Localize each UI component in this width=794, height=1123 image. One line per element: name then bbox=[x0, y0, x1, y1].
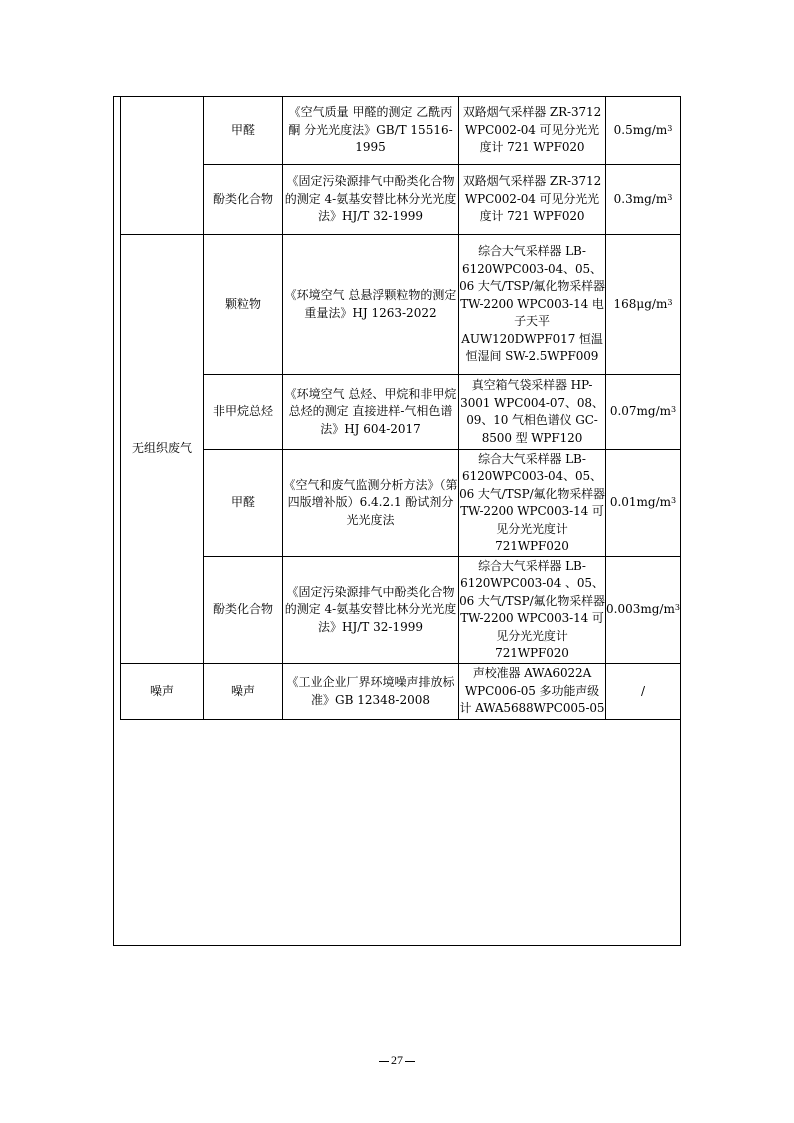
limit-cell bbox=[606, 165, 681, 235]
limit-cell bbox=[606, 450, 681, 557]
method-cell: 《工业企业厂界环境噪声排放标 准》GB 12348-2008 bbox=[283, 664, 459, 720]
category-cell: 噪声 bbox=[121, 664, 204, 720]
table-row bbox=[121, 664, 681, 720]
limit-value: 0.07mg/m bbox=[609, 404, 672, 419]
limit-value: 0.003mg/m bbox=[606, 602, 675, 617]
page-number bbox=[0, 1053, 794, 1068]
method-cell: 《固定污染源排气中酚类化合物的测定 4-氨基安替比林分光光度法》HJ/T 32-1999 bbox=[283, 557, 459, 664]
limit-unit-sup: 3 bbox=[671, 405, 677, 415]
limit-unit-sup: 3 bbox=[667, 192, 673, 202]
limit-value: 0.01mg/m bbox=[609, 495, 672, 510]
equipment-cell: 综合大气采样器 LB-6120WPC003-04、05、06 大气/TSP/氟化物采样器 TW-2200 WPC003-14 可见分光光度计 721WPF020 bbox=[459, 450, 606, 557]
limit-value: 0.5mg/m bbox=[613, 122, 668, 137]
equipment-cell: 综合大气采样器 LB-6120WPC003-04 、05、06 大气/TSP/氟化物采样器 TW-2200 WPC003-14 可见分光光度计 721WPF020 bbox=[459, 557, 606, 664]
equipment-cell: 声校准器 AWA6022A WPC006-05 多功能声级计 AWA5688WPC005-05 bbox=[459, 664, 606, 720]
limit-cell bbox=[606, 97, 681, 165]
table-row bbox=[121, 375, 681, 450]
page-number-dash-left bbox=[379, 1061, 389, 1062]
limit-cell bbox=[606, 375, 681, 450]
item-cell: 噪声 bbox=[204, 664, 283, 720]
limit-value: 0.3mg/m bbox=[613, 191, 668, 206]
item-cell: 酚类化合物 bbox=[204, 557, 283, 664]
limit-value: 168μg/m bbox=[613, 296, 668, 311]
item-cell: 甲醛 bbox=[204, 97, 283, 165]
limit-unit-sup: 3 bbox=[674, 603, 680, 613]
equipment-cell: 双路烟气采样器 ZR-3712 WPC002-04 可见分光光度计 721 WPF020 bbox=[459, 165, 606, 235]
equipment-cell: 综合大气采样器 LB-6120WPC003-04、05、06 大气/TSP/氟化物采样器 TW-2200 WPC003-14 电子天平 AUW120DWPF017 恒温恒湿间 SW-2.5WPF009 bbox=[459, 235, 606, 375]
method-cell: 《固定污染源排气中酚类化合物的测定 4-氨基安替比林分光光度法》HJ/T 32-1999 bbox=[283, 165, 459, 235]
table-row bbox=[121, 97, 681, 165]
table-row bbox=[121, 450, 681, 557]
page-number-dash-right bbox=[405, 1061, 415, 1062]
method-cell: 《空气质量 甲醛的测定 乙酰丙酮 分光光度法》GB/T 15516-1995 bbox=[283, 97, 459, 165]
limit-unit-sup: 3 bbox=[667, 123, 673, 133]
limit-unit-sup: 3 bbox=[667, 297, 673, 307]
method-cell: 《环境空气 总悬浮颗粒物的测定 重量法》HJ 1263-2022 bbox=[283, 235, 459, 375]
limit-cell bbox=[606, 235, 681, 375]
item-cell: 甲醛 bbox=[204, 450, 283, 557]
method-cell: 《空气和废气监测分析方法》（第四版增补版）6.4.2.1 酚试剂分光光度法 bbox=[283, 450, 459, 557]
equipment-cell: 真空箱气袋采样器 HP-3001 WPC004-07、08、09、10 气相色谱仪 GC-8500 型 WPF120 bbox=[459, 375, 606, 450]
item-cell: 颗粒物 bbox=[204, 235, 283, 375]
item-cell: 酚类化合物 bbox=[204, 165, 283, 235]
limit-cell bbox=[606, 664, 681, 720]
limit-value: / bbox=[640, 683, 645, 698]
page-number-value: 27 bbox=[391, 1053, 403, 1067]
table-row bbox=[121, 235, 681, 375]
category-cell bbox=[121, 97, 204, 235]
table-row bbox=[121, 165, 681, 235]
method-cell: 《环境空气 总烃、甲烷和非甲烷总烃的测定 直接进样-气相色谱法》HJ 604-2017 bbox=[283, 375, 459, 450]
category-cell: 无组织废气 bbox=[121, 235, 204, 664]
limit-cell bbox=[606, 557, 681, 664]
table-row bbox=[121, 557, 681, 664]
item-cell: 非甲烷总烃 bbox=[204, 375, 283, 450]
limit-unit-sup: 3 bbox=[671, 496, 677, 506]
monitoring-methods-table bbox=[120, 96, 681, 720]
equipment-cell: 双路烟气采样器 ZR-3712 WPC002-04 可见分光光度计 721 WPF020 bbox=[459, 97, 606, 165]
